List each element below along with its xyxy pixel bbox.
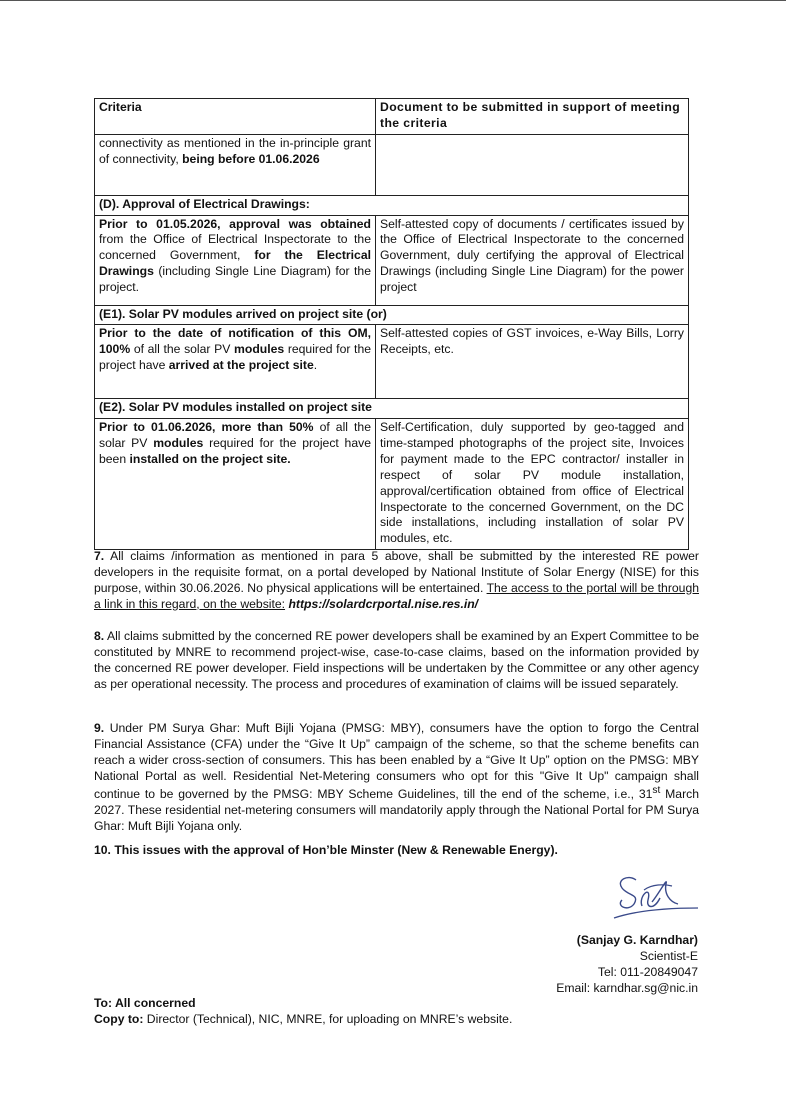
criteria-cell: connectivity as mentioned in the in-principle grant of connectivity, being before 01.06.2026 (95, 134, 376, 195)
criteria-cell: Prior to the date of notification of this OM, 100% of all the solar PV modules required for the project have arrived at the project site. (95, 325, 376, 399)
section-row-e1 (95, 305, 689, 325)
signatory-tel: Tel: 011-20849047 (597, 964, 698, 979)
to-line: To: All concerned (94, 996, 196, 1010)
section-title: (E1). Solar PV modules arrived on project site (or) (95, 305, 689, 325)
table-row (95, 419, 689, 550)
section-title: (D). Approval of Electrical Drawings: (95, 195, 689, 215)
paragraph-10: 10. This issues with the approval of Hon’ble Minster (New & Renewable Energy). (94, 843, 558, 857)
portal-access-note: The access to the portal will be through a link in this regard, on the website: (94, 580, 699, 611)
section-row-e2 (95, 399, 689, 419)
signature-icon (608, 866, 702, 924)
copy-to-line: Copy to: Director (Technical), NIC, MNRE, for uploading on MNRE’s website. (94, 1011, 513, 1026)
portal-link[interactable]: https://solardcrportal.nise.res.in/ (288, 596, 479, 611)
distribution-block (94, 996, 512, 1028)
header-criteria: Criteria (95, 99, 376, 135)
table-row (95, 215, 689, 305)
table-header-row (95, 99, 689, 135)
document-cell: Self-attested copy of documents / certificates issued by the Office of Electrical Inspectorate to the concerned Government, duly certifying the approval of Electrical Drawings (including Single Line Diagram) for the power project (376, 215, 689, 305)
paragraph-8: 8. All claims submitted by the concerned RE power developers shall be examined by an Expert Committee to be constituted by MNRE to recommend project-wise, case-to-case claims, based on the information provided by the concerned RE power developer. Field inspections will be undertaken by the Committee or any other agency as per operational necessity. The process and procedures of examination of claims will be issued separately. (94, 629, 699, 691)
paragraph-7: 7. All claims /information as mentioned in para 5 above, shall be submitted by the interested RE power developers in the requisite format, on a portal developed by National Institute of Solar Energy (NISE) for this purpose, within 30.06.2026. No physical applications will be entertained. The access to the portal will be through a link in this regard, on the website: https://solardcrportal.nise.res.in/ (94, 549, 699, 611)
criteria-table (94, 98, 689, 550)
document-cell (376, 134, 689, 195)
page-top-border (0, 0, 786, 1)
document-cell: Self-attested copies of GST invoices, e-Way Bills, Lorry Receipts, etc. (376, 325, 689, 399)
signatory-email: Email: karndhar.sg@nic.in (556, 980, 698, 995)
document-cell: Self-Certification, duly supported by geo-tagged and time-stamped photographs of the project site, Invoices for payment made to the EPC contractor/ installer in respect of solar PV module installation, approval/certification obtained from office of Electrical Inspectorate to the concerned Government, on the DC side installations, including installation of solar PV modules, etc. (376, 419, 689, 550)
signatory-name: (Sanjay G. Karndhar) (576, 933, 698, 947)
signatory-designation: Scientist-E (639, 948, 698, 963)
section-row-d (95, 195, 689, 215)
table-row (95, 134, 689, 195)
criteria-cell: Prior to 01.06.2026, more than 50% of all the solar PV modules required for the project have been installed on the project site. (95, 419, 376, 550)
table-row (95, 325, 689, 399)
criteria-cell: Prior to 01.05.2026, approval was obtained from the Office of Electrical Inspectorate to the concerned Government, for the Electrical Drawings (including Single Line Diagram) for the project. (95, 215, 376, 305)
signature-block (556, 933, 698, 996)
paragraph-9: 9. Under PM Surya Ghar: Muft Bijli Yojana (PMSG: MBY), consumers have the option to forgo the Central Financial Assistance (CFA) under the “Give It Up” campaign of the scheme, so that the scheme benefits can reach a wider cross-section of consumers. This has been enabled by a “Give It Up” option on the PMSG: MBY National Portal as well. Residential Net-Metering consumers who opt for this "Give It Up" campaign shall continue to be governed by the PMSG: MBY Scheme Guidelines, till the end of the scheme, i.e., 31st March 2027. These residential net-metering consumers will mandatorily apply through the National Portal for PM Surya Ghar: Muft Bijli Yojana only. (94, 721, 699, 834)
section-title: (E2). Solar PV modules installed on project site (95, 399, 689, 419)
header-documents: Document to be submitted in support of meeting the criteria (376, 99, 689, 135)
